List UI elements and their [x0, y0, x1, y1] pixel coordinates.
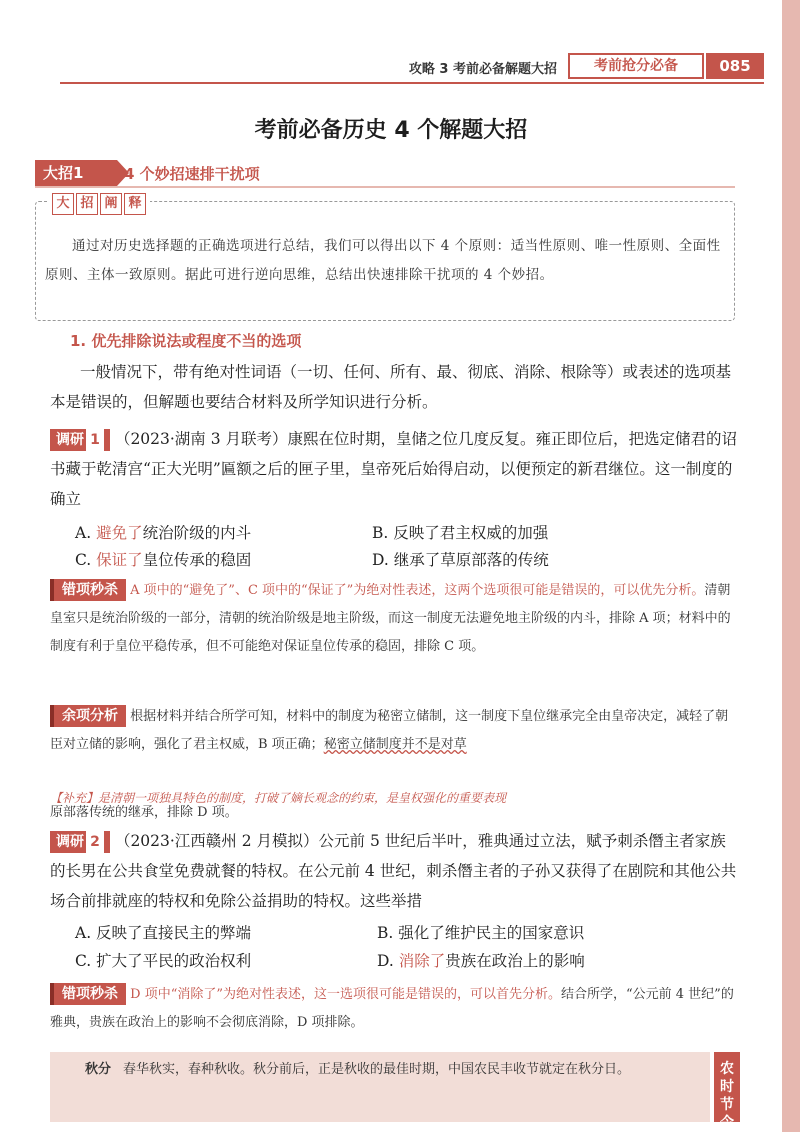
explain-tag-char: 招	[76, 193, 98, 215]
section-title: 1. 优先排除说法或程度不当的选项	[70, 332, 302, 350]
wrong-option-analysis	[50, 577, 740, 661]
option-d	[377, 949, 585, 971]
question-stem: （2023·湖南 3 月联考）康熙在位时期，皇储之位几度反复。雍正即位后，把选定储君的诏书藏于乾清宫“正大光明”匾额之后的匣子里，皇帝死后始得启动，以便预定的新君继位。这一制度的确立	[50, 430, 738, 508]
rest-wavy-text: 秘密立储制度并不是对草	[323, 737, 467, 752]
question-stem: （2023·江西赣州 2 月模拟）公元前 5 世纪后半叶，雅典通过立法，赋予刺杀僭主者家族的长男在公共食堂免费就餐的特权。在公元前 4 世纪，刺杀僭主者的子孙又获得了在剧院和其他公共场合前排就座的特权和免除公益捐助的特权。这些举措	[50, 832, 737, 910]
explain-tag-char: 大	[52, 193, 74, 215]
option-d: D. 继承了草原部落的传统	[372, 551, 549, 569]
dazhao-heading: 4 个妙招速排干扰项	[124, 165, 260, 183]
explain-tag-char: 阐	[100, 193, 122, 215]
option-highlight: 避免了	[96, 524, 143, 542]
badge-label: 调研	[56, 432, 84, 448]
rest-end-text: 原部落传统的继承，排除 D 项。	[50, 805, 238, 820]
option-text: 皇位传承的稳固	[142, 551, 252, 569]
option-b: B. 反映了君主权威的加强	[372, 524, 549, 542]
option-a	[75, 521, 251, 543]
wrong-option-analysis	[50, 981, 740, 1037]
page-number: 085	[706, 53, 764, 79]
page-title: 考前必备历史 4 个解题大招	[254, 118, 528, 143]
option-highlight: 保证了	[96, 551, 143, 569]
section-intro: 一般情况下，带有绝对性词语（一切、任何、所有、最、彻底、消除、根除等）或表述的选项基本是错误的，但解题也要结合材料及所学知识进行分析。	[50, 363, 732, 411]
footer-text	[85, 1057, 685, 1083]
wrong-red-text: D 项中“消除了”为绝对性表述，这一选项很可能是错误的，可以首先分析。	[130, 987, 561, 1002]
option-highlight: 消除了	[398, 952, 446, 970]
badge-number: 2	[86, 831, 104, 853]
wrong-rest-text: 结合所学，“公元前 4 世纪”的雅典，贵族在政治上的影响不会彻底消除，D 项排除。	[50, 987, 734, 1030]
question-2	[50, 826, 740, 916]
explain-tag	[48, 193, 150, 215]
option-prefix: D.	[377, 952, 399, 970]
option-text: 统治阶级的内斗	[142, 524, 252, 542]
option-b: B. 强化了维护民主的国家意识	[377, 924, 585, 942]
option-c: C. 扩大了平民的政治权利	[75, 952, 252, 970]
option-c	[75, 548, 251, 570]
footer-body: 春华秋实，春种秋收。秋分前后，正是秋收的最佳时期，中国农民丰收节就定在秋分日。	[123, 1062, 631, 1077]
question-badge	[50, 429, 110, 451]
explain-text: 通过对历史选择题的正确选项进行总结，我们可以得出以下 4 个原则：适当性原则、唯一性原则、全面性原则、主体一致原则。据此可进行逆向思维，总结出快速排除干扰项的 4 个妙招。	[45, 238, 721, 283]
badge-number: 1	[86, 429, 104, 451]
dazhao-label: 大招1	[35, 160, 117, 186]
option-a: A. 反映了直接民主的弊端	[75, 924, 252, 942]
question-1	[50, 424, 740, 514]
page-edge-strip	[782, 0, 800, 1132]
question-badge	[50, 831, 110, 853]
handwritten-note: 【补充】是清朝一项独具特色的制度，打破了嫡长观念的约束，是皇权强化的重要表现	[50, 791, 507, 805]
rest-text: 根据材料并结合所学可知，材料中的制度为秘密立储制，这一制度下皇位继承完全由皇帝决定，减轻了朝臣对立储的影响，强化了君主权威，B 项正确；	[50, 709, 729, 752]
header-tag: 考前抢分必备	[568, 53, 704, 79]
page-header	[0, 50, 782, 84]
option-text: 贵族在政治上的影响	[445, 952, 585, 970]
header-rule	[60, 82, 764, 84]
wrong-tag: 错项秒杀	[50, 983, 126, 1005]
rest-tag: 余项分析	[50, 705, 126, 727]
dazhao-underline	[35, 186, 735, 188]
explain-tag-char: 释	[124, 193, 146, 215]
option-prefix: A.	[75, 524, 97, 542]
footer-heading: 秋分	[85, 1062, 112, 1077]
wrong-red-text: A 项中的“避免了”、C 项中的“保证了”为绝对性表述，这两个选项很可能是错误的，可以优先分析。	[130, 583, 705, 598]
option-prefix: C.	[75, 551, 97, 569]
wrong-tag: 错项秒杀	[50, 579, 126, 601]
badge-label: 调研	[56, 834, 84, 850]
wrong-rest-text: 清朝皇室只是统治阶级的一部分，清朝的统治阶级是地主阶级，而这一制度无法避免地主阶级的内斗，排除 A 项；材料中的制度有利于皇位平稳传承，但不可能绝对保证皇位传承的稳固，排除 C 项。	[50, 583, 731, 654]
footer-side-label: 农时节令	[714, 1052, 740, 1122]
rest-option-analysis	[50, 703, 740, 759]
breadcrumb: 攻略 3 考前必备解题大招	[408, 62, 557, 77]
